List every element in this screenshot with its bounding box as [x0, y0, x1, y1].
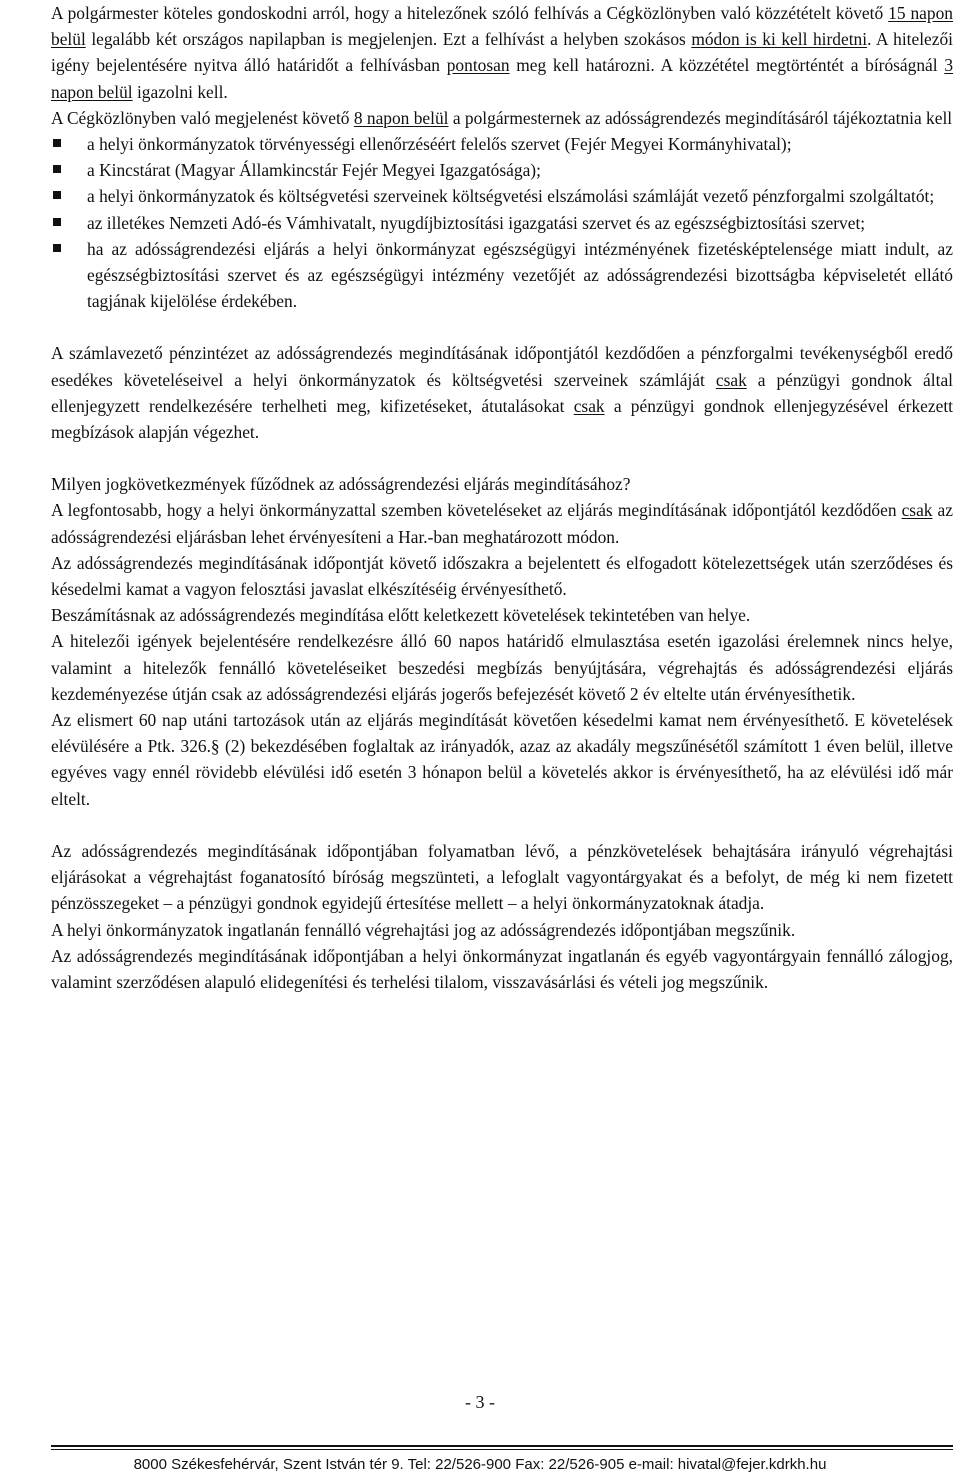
text-run: a pénzügyi gondnok által ellenjegyzett rendelkezésére terhelheti meg, kifizetéseket, átutalásokat [51, 369, 953, 416]
bullet-square-icon [53, 218, 61, 226]
text-run: . A hitelezői igény bejelentésére nyitva álló határidőt a felhívásban [51, 29, 954, 76]
paragraph-bank-account [51, 340, 953, 445]
text-run: A számlavezető pénzintézet az adósságrendezés megindításának időpontjától kezdődően a pénzforgalmi tevékenységből eredő esedékes követeléseivel a helyi önkormányzatok és költségvetési szerveinek számláját [51, 343, 953, 390]
bullet-square-icon [53, 191, 61, 199]
underlined-text: csak [573, 395, 605, 416]
paragraph-claims [51, 497, 953, 549]
paragraph-lien: Az adósságrendezés megindításának időpontjában a helyi önkormányzat ingatlanán és egyéb vagyontárgyain fennálló zálogjog, valamint szerződésen alapuló elidegenítési és terhelési tilalom, visszavásárlási és vételi jog megszűnik. [51, 945, 953, 992]
underlined-text: 3 napon belül [51, 55, 954, 102]
paragraph-setoff: Beszámításnak az adósságrendezés megindítása előtt keletkezett követelések tekintetében van helye. [51, 605, 751, 626]
text-run: A legfontosabb, hogy a helyi önkormányzattal szemben követeléseket az eljárás megindításának időpontjától kezdődően [51, 500, 902, 521]
list-item-text: a Kincstárat (Magyar Államkincstár Fejér Megyei Igazgatósága); [87, 160, 541, 181]
notification-recipients-list [51, 131, 953, 314]
underlined-text: csak [715, 369, 747, 390]
list-item [51, 236, 953, 315]
document-body [51, 0, 953, 995]
list-item-text: ha az adósságrendezési eljárás a helyi önkormányzat egészségügyi intézményének fizetésképtelensége miatt indult, az egészségbiztosítási szervet és az egészségügyi intézmény vezetőjét az adósságrendezési bizottságba képviseletét ellátó tagjának kijelölése érdekében. [87, 238, 953, 312]
text-run: az adósságrendezési eljárásban lehet érvényesíteni a Har.-ban meghatározott módon. [51, 500, 953, 547]
underlined-text: 15 napon belül [51, 3, 953, 50]
list-item-text: a helyi önkormányzatok és költségvetési szerveinek költségvetési elszámolási számláját vezető pénzforgalmi szolgáltatót; [87, 186, 935, 207]
question-heading: Milyen jogkövetkezmények fűződnek az adósságrendezési eljárás megindításához? [51, 474, 631, 495]
list-item [51, 183, 953, 209]
paragraph-enforcement-right: A helyi önkormányzatok ingatlanán fennálló végrehajtási jog az adósságrendezés időpontjában megszűnik. [51, 919, 796, 940]
page-number: - 3 - [465, 1392, 495, 1412]
bullet-square-icon [53, 139, 61, 147]
paragraph-enforcement: Az adósságrendezés megindításának időpontjában folyamatban lévő, a pénzkövetelések behajtására irányuló végrehajtási eljárásokat a végrehajtást foganatosító bíróság megszünteti, a lefoglalt vagyontárgyakat és a befolyt, de még ki nem fizetett pénzösszegeket – a pénzügyi gondnok egyidejű értesítése mellett – a helyi önkormányzatoknak átadja. [51, 840, 953, 914]
text-run: A polgármester köteles gondoskodni arról, hogy a hitelezőnek szóló felhívás a Cégközlönyben való közzétételt követő [51, 3, 889, 23]
text-run: meg kell határozni. A közzététel megtörténtét a bíróságnál [509, 55, 945, 76]
text-run: legalább két országos napilapban is megjelenjen. Ezt a felhívást a helyben szokásos [85, 29, 692, 50]
list-item [51, 210, 953, 236]
footer-divider [51, 1445, 953, 1447]
text-run: a pénzügyi gondnok ellenjegyzésével érkezett megbízások alapján végezhet. [51, 395, 953, 443]
paragraph-deadline: A hitelezői igények bejelentésére rendelkezésre álló 60 napos határidő elmulasztása esetén igazolási érelemnek nincs helye, valamint a hitelezők fennálló követeléseiket beszedési megbízás benyújtására, végrehajtás és adósságrendezési eljárás kezdeményezése útján csak az adósságrendezési eljárás jogerős befejezését követő 2 év eltelte után érvényesíthetik. [51, 631, 953, 704]
underlined-text: csak [901, 500, 933, 521]
text-run: A Cégközlönyben való megjelenést követő [51, 107, 354, 128]
list-item-text: az illetékes Nemzeti Adó-és Vámhivatalt, nyugdíjbiztosítási igazgatási szervet és az egészségbiztosítási szervet; [87, 212, 866, 233]
paragraph-interest: Az adósságrendezés megindításának időpontját követő időszakra a bejelentett és elfogadott kötelezettségek után szerződéses és késedelmi kamat a vagyon felosztási javaslat elkészítéséig érvényesíthető. [51, 552, 953, 600]
footer-contact: 8000 Székesfehérvár, Szent István tér 9. Tel: 22/526-900 Fax: 22/526-905 e-mail: hivatal@fejer.kdrkh.hu [133, 1456, 827, 1473]
bullet-square-icon [53, 244, 61, 252]
text-run: a polgármesternek az adósságrendezés megindításáról tájékoztatnia kell [448, 107, 953, 128]
bullet-square-icon [53, 165, 61, 173]
underlined-text: pontosan [446, 55, 510, 76]
underlined-text: 8 napon belül [353, 107, 449, 128]
paragraph-mayor-notification [51, 105, 953, 131]
list-item [51, 157, 953, 183]
paragraph-creditor-notice [51, 0, 953, 105]
list-item-text: a helyi önkormányzatok törvényességi ellenőrzéséért felelős szervet (Fejér Megyei Kormányhivatal); [87, 134, 792, 155]
footer-divider [51, 1449, 953, 1450]
paragraph-limitation: Az elismert 60 nap utáni tartozások után az eljárás megindítását követően késedelmi kamat nem érvényesíthető. E követelések elévülésére a Ptk. 326.§ (2) bekezdésében foglaltak az irányadók, azaz az akadály megszűnésétől számított 1 éven belül, illetve egyéves vagy ennél rövidebb elévülési idő esetén 3 hónapon belül a követelés akkor is érvényesíthető, ha az elévülési idő már eltelt. [51, 710, 953, 809]
text-run: igazolni kell. [132, 81, 228, 102]
underlined-text: módon is ki kell hirdetni [691, 29, 868, 50]
list-item [51, 131, 953, 157]
